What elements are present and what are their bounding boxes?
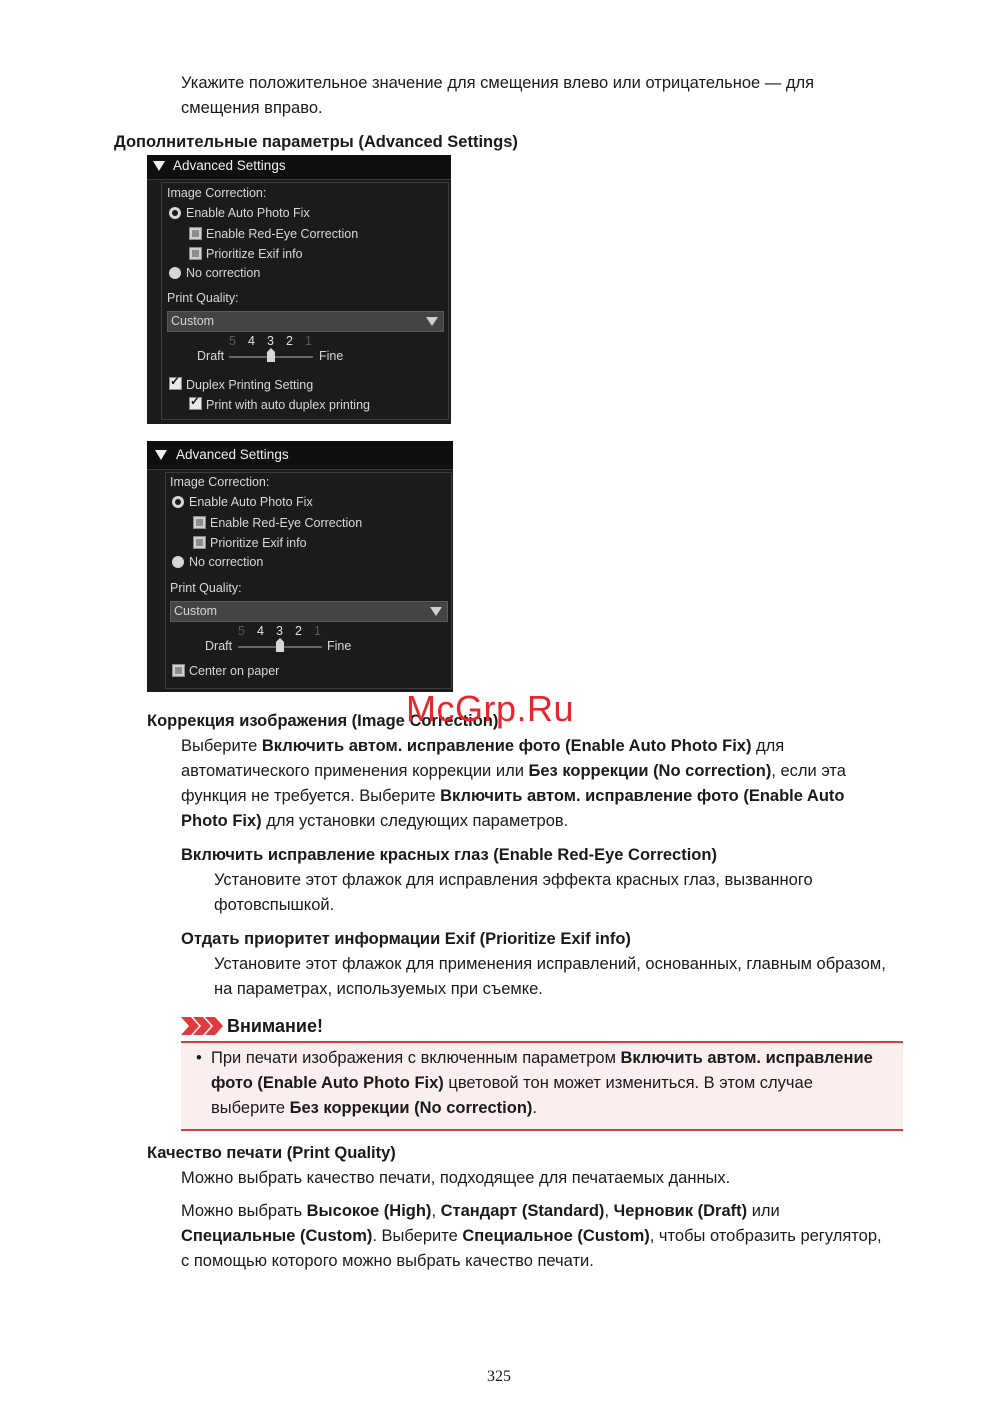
text-bold: Включить автом. исправление фото (Enable Auto Photo Fix) <box>261 737 752 755</box>
image-correction-heading: Коррекция изображения (Image Correction) <box>147 712 499 730</box>
collapse-triangle-icon[interactable] <box>153 161 165 171</box>
checkbox-auto-duplex[interactable] <box>189 397 202 410</box>
caution-line-2 <box>211 1071 813 1096</box>
prioritize-exif-label: Prioritize Exif info <box>210 536 307 550</box>
text: . <box>532 1099 537 1117</box>
checkbox-prioritize-exif[interactable] <box>193 536 206 549</box>
panel-title: Advanced Settings <box>173 158 286 173</box>
red-eye-label: Enable Red-Eye Correction <box>210 516 363 530</box>
advanced-settings-panel-2 <box>147 441 453 692</box>
text: , если эта <box>771 762 846 780</box>
text: автоматического применения коррекции или <box>181 762 529 780</box>
caution-bullet: • <box>196 1049 202 1067</box>
red-eye-label: Enable Red-Eye Correction <box>206 227 359 241</box>
chevron-down-icon <box>426 317 438 326</box>
prioritize-exif-label: Prioritize Exif info <box>206 247 303 261</box>
text-bold: Высокое (High) <box>306 1202 432 1220</box>
image-correction-para-line-2 <box>181 759 846 784</box>
text-bold: Включить автом. исправление фото (Enable Auto <box>440 787 845 805</box>
checkbox-center-on-paper[interactable] <box>172 664 185 677</box>
chevron-down-icon <box>430 607 442 616</box>
auto-duplex-label: Print with auto duplex printing <box>206 398 370 412</box>
enable-auto-photo-fix-label: Enable Auto Photo Fix <box>189 495 313 509</box>
text: При печати изображения с включенным параметром <box>211 1049 621 1067</box>
panel-header[interactable] <box>147 155 451 180</box>
text: Выберите <box>181 737 262 755</box>
dropdown-value: Custom <box>174 604 218 618</box>
scale-4: 4 <box>248 334 255 348</box>
checkbox-prioritize-exif[interactable] <box>189 247 202 260</box>
text: цветовой тон может измениться. В этом случае <box>443 1074 813 1092</box>
scale-1: 1 <box>314 624 321 638</box>
text: для установки следующих параметров. <box>261 812 569 830</box>
radio-auto-photo-fix[interactable] <box>169 207 181 219</box>
print-quality-heading: Качество печати (Print Quality) <box>147 1144 396 1162</box>
print-quality-label: Print Quality: <box>167 291 239 305</box>
quality-slider-thumb[interactable] <box>267 352 275 362</box>
advanced-settings-panel-1 <box>147 155 451 424</box>
text-bold: Без коррекции (No correction) <box>528 762 772 780</box>
text-bold: Специальные (Custom) <box>181 1227 373 1245</box>
caution-line-3 <box>211 1096 537 1121</box>
print-quality-line-3 <box>181 1224 882 1249</box>
image-correction-para-line-1 <box>181 734 784 759</box>
image-correction-label: Image Correction: <box>167 186 267 200</box>
text-bold: Черновик (Draft) <box>613 1202 748 1220</box>
caution-arrows-icon <box>181 1017 223 1035</box>
text: , <box>431 1202 441 1220</box>
scale-3: 3 <box>267 334 274 348</box>
draft-label: Draft <box>205 639 233 653</box>
scale-2: 2 <box>295 624 302 638</box>
text-bold: Photo Fix) <box>181 812 262 830</box>
fine-label: Fine <box>319 349 344 363</box>
checkbox-red-eye[interactable] <box>193 516 206 529</box>
print-quality-line-2 <box>181 1199 780 1224</box>
text: функция не требуется. Выберите <box>181 787 441 805</box>
scale-4: 4 <box>257 624 264 638</box>
red-eye-line-2: фотовспышкой. <box>214 896 335 914</box>
scale-1: 1 <box>305 334 312 348</box>
text: для <box>751 737 785 755</box>
text: выберите <box>211 1099 290 1117</box>
print-quality-line-4: с помощью которого можно выбрать качество печати. <box>181 1252 594 1270</box>
scale-5: 5 <box>238 624 245 638</box>
radio-no-correction[interactable] <box>169 267 181 279</box>
checkbox-red-eye[interactable] <box>189 227 202 240</box>
collapse-triangle-icon[interactable] <box>155 450 167 460</box>
text-bold: Стандарт (Standard) <box>440 1202 605 1220</box>
scale-2: 2 <box>286 334 293 348</box>
exif-line-2: на параметрах, используемых при съемке. <box>214 980 543 998</box>
caution-title: Внимание! <box>227 1016 323 1036</box>
center-on-paper-label: Center on paper <box>189 664 280 678</box>
draft-label: Draft <box>197 349 225 363</box>
image-correction-para-line-4 <box>181 809 568 834</box>
text: , <box>604 1202 614 1220</box>
intro-line-1: Укажите положительное значение для смещения влево или отрицательное — для <box>181 74 815 92</box>
print-quality-label: Print Quality: <box>170 581 242 595</box>
duplex-label: Duplex Printing Setting <box>186 378 314 392</box>
print-quality-line-1: Можно выбрать качество печати, подходящее для печатаемых данных. <box>181 1169 731 1187</box>
quality-slider-thumb[interactable] <box>276 642 284 652</box>
radio-no-correction[interactable] <box>172 556 184 568</box>
dropdown-value: Custom <box>171 314 215 328</box>
page-number: 325 <box>487 1368 511 1385</box>
no-correction-label: No correction <box>186 266 261 280</box>
advanced-settings-heading: Дополнительные параметры (Advanced Settings) <box>114 133 518 151</box>
enable-auto-photo-fix-label: Enable Auto Photo Fix <box>186 206 310 220</box>
text-bold: Специальное (Custom) <box>462 1227 650 1245</box>
intro-line-2: смещения вправо. <box>181 99 323 117</box>
watermark-logo: McGrp.Ru <box>406 688 575 729</box>
text-bold: фото (Enable Auto Photo Fix) <box>211 1074 444 1092</box>
fine-label: Fine <box>327 639 352 653</box>
text: . Выберите <box>372 1227 463 1245</box>
exif-line-1: Установите этот флажок для применения исправлений, основанных, главным образом, <box>214 955 886 973</box>
exif-heading: Отдать приоритет информации Exif (Prioritize Exif info) <box>181 930 631 948</box>
print-quality-dropdown[interactable] <box>170 601 448 622</box>
caution-line-1 <box>211 1046 873 1071</box>
scale-5: 5 <box>229 334 236 348</box>
radio-auto-photo-fix[interactable] <box>172 496 184 508</box>
text: , чтобы отобразить регулятор, <box>649 1227 882 1245</box>
scale-3: 3 <box>276 624 283 638</box>
checkbox-duplex[interactable] <box>169 377 182 390</box>
image-correction-para-line-3 <box>181 784 844 809</box>
no-correction-label: No correction <box>189 555 264 569</box>
text: или <box>747 1202 780 1220</box>
panel-header[interactable] <box>147 441 453 470</box>
red-eye-line-1: Установите этот флажок для исправления эффекта красных глаз, вызванного <box>214 871 813 889</box>
text: Можно выбрать <box>181 1202 307 1220</box>
red-eye-heading: Включить исправление красных глаз (Enable Red-Eye Correction) <box>181 846 717 864</box>
print-quality-dropdown[interactable] <box>167 311 444 332</box>
text-bold: Без коррекции (No correction) <box>289 1099 533 1117</box>
image-correction-label: Image Correction: <box>170 475 270 489</box>
panel-title: Advanced Settings <box>176 447 289 462</box>
text-bold: Включить автом. исправление <box>620 1049 873 1067</box>
